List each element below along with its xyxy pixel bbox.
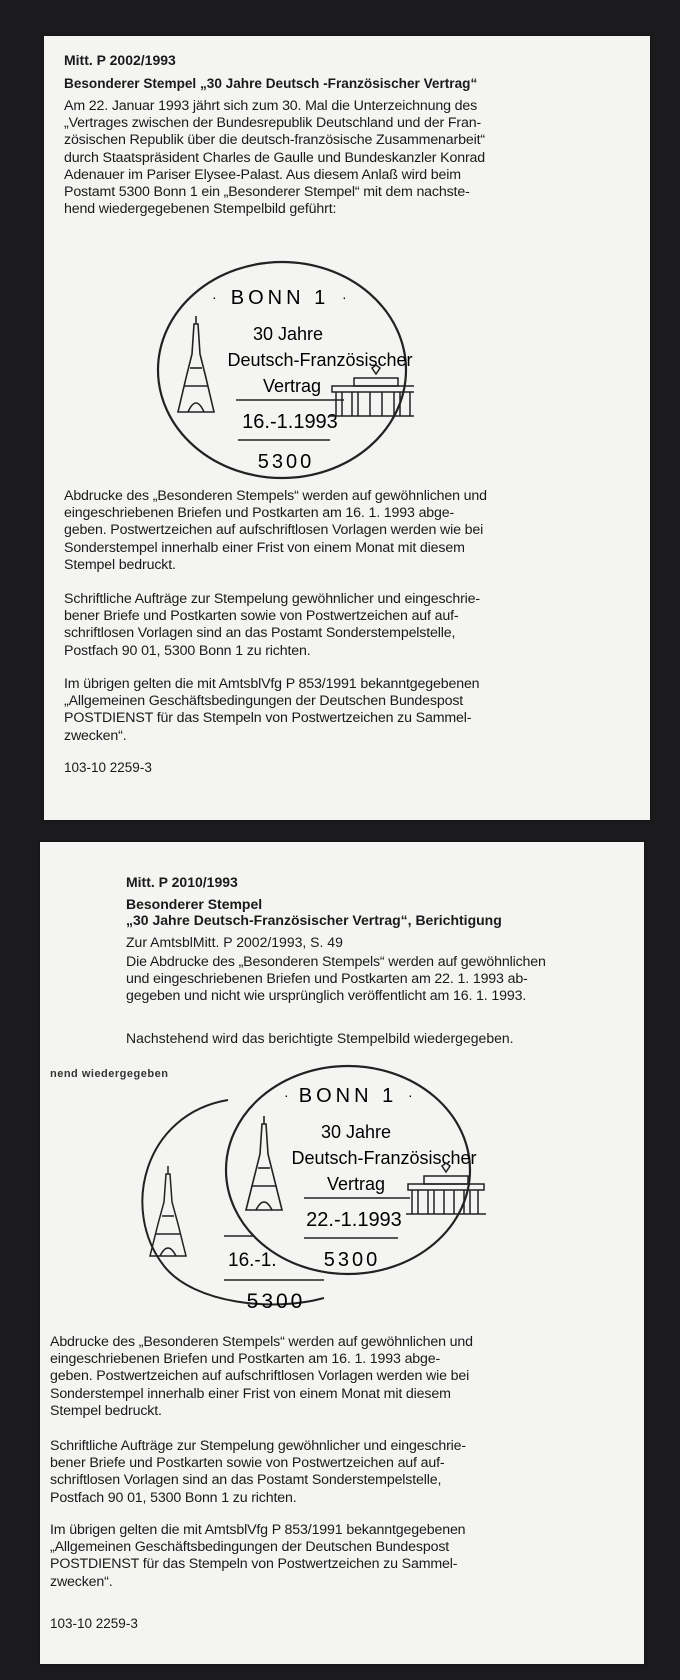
stamp-collage [124,1060,504,1325]
stamp-dot: · [342,289,347,305]
svg-text:·: · [408,1087,413,1103]
text-line: POSTDIENST für das Stempeln von Postwertzeichen zu Sammel- [64,710,472,727]
pasted-text-fragment: nend wiedergegeben [50,1068,169,1080]
paragraph-orders [64,591,564,660]
text-line: Stempel bedruckt. [64,556,176,573]
stamp-line-3: Vertrag [326,1174,386,1194]
notice-title: Besonderer Stempel „30 Jahre Deutsch -Französischer Vertrag“ [64,76,478,91]
paragraph-conditions [50,1522,550,1591]
stamp-line-2: Deutsch-Französischer [227,350,413,370]
paragraph-conditions [64,676,564,745]
stamp-line-2: Deutsch-Französischer [291,1148,477,1168]
text-line: geben. Postwertzeichen auf aufschriftlosen Vorlagen werden wie bei [64,522,484,539]
text-line: gegeben und nicht wie ursprünglich veröffentlicht am 16. 1. 1993. [126,988,527,1005]
text-line: Adenauer im Pariser Elysee-Palast. Aus diesem Anlaß wird beim [64,166,461,183]
text-line: schriftlosen Vorlagen sind an das Postamt Sonderstempelstelle, [50,1472,442,1489]
text-line: eingeschriebenen Briefen und Postkarten am 16. 1. 1993 abge- [64,505,455,522]
notice-sheet-p2002 [44,36,650,820]
notice-number: Mitt. P 2010/1993 [126,874,238,890]
text-line: geben. Postwertzeichen auf aufschriftlosen Vorlagen werden wie bei [50,1368,470,1385]
text-line: Sonderstempel innerhalb einer Frist von einem Monat mit diesem [50,1385,451,1402]
stamp-date: 16.-1.1993 [242,411,338,433]
stamp-date: 22.-1.1993 [306,1209,402,1231]
notice-title: Besonderer Stempel [126,896,263,912]
notice-subtitle: „30 Jahre Deutsch-Französischer Vertrag“, Berichtigung [126,912,502,928]
paragraph-orders [50,1438,550,1507]
notice-number: Mitt. P 2002/1993 [64,52,176,68]
text-line: Postamt 5300 Bonn 1 ein „Besonderer Stempel“ mit dem nachste- [64,184,470,201]
text-line: POSTDIENST für das Stempeln von Postwertzeichen zu Sammel- [50,1556,458,1573]
intro-paragraph [64,98,568,218]
reference-code: 103-10 2259-3 [50,1616,138,1631]
text-line: und eingeschriebenen Briefen und Postkarten am 22. 1. 1993 ab- [126,971,528,988]
text-line: Im übrigen gelten die mit AmtsblVfg P 853/1991 bekanntgegebenen [64,676,480,692]
new-postmark-stamp [226,1066,486,1274]
text-line: schriftlosen Vorlagen sind an das Postamt Sonderstempelstelle, [64,625,456,642]
stamp-line-1: 30 Jahre [320,1122,392,1142]
text-line: Die Abdrucke des „Besonderen Stempels“ werden auf gewöhnlichen [126,954,546,970]
text-line: eingeschriebenen Briefen und Postkarten am 16. 1. 1993 abge- [50,1351,441,1368]
old-stamp-postcode: 5300 [246,1290,306,1313]
stamp-line-1: 30 Jahre [252,324,324,344]
reference-code: 103-10 2259-3 [64,760,152,775]
text-line: Postfach 90 01, 5300 Bonn 1 zu richten. [64,642,311,659]
text-line: Stempel bedruckt. [50,1402,162,1419]
text-line: Schriftliche Aufträge zur Stempelung gewöhnlicher und eingeschrie- [50,1438,466,1454]
stamp-line-3: Vertrag [262,376,322,396]
correction-paragraph [126,954,598,1006]
text-line: Am 22. Januar 1993 jährt sich zum 30. Mal die Unterzeichnung des [64,98,478,114]
brandenburg-gate-icon [330,365,414,416]
paragraph-dates [64,488,564,574]
corrected-image-note: Nachstehend wird das berichtigte Stempelbild wiedergegeben. [126,1030,514,1046]
text-line: „Vertrages zwischen der Bundesrepublik Deutschland und der Fran- [64,115,482,132]
paragraph-dates [50,1334,550,1420]
text-line: zwecken“. [64,727,127,744]
stamp-city: BONN 1 [230,287,330,309]
stamp-postcode: 5300 [257,451,315,473]
eiffel-tower-icon [178,316,214,412]
text-line: hend wiedergegebenen Stempelbild geführt: [64,201,337,218]
text-line: Postfach 90 01, 5300 Bonn 1 zu richten. [50,1489,297,1506]
text-line: zösischen Republik über die deutsch-französische Zusammenarbeit“ [64,132,485,149]
old-stamp-date: 16.-1. [228,1250,277,1271]
text-line: „Allgemeinen Geschäftsbedingungen der Deutschen Bundespost [50,1539,450,1556]
text-line: „Allgemeinen Geschäftsbedingungen der Deutschen Bundespost [64,693,464,710]
text-line: Abdrucke des „Besonderen Stempels“ werden auf gewöhnlichen und [64,488,487,504]
stamp-postcode: 5300 [323,1249,381,1271]
stamp-city: BONN 1 [298,1085,398,1107]
text-line: Im übrigen gelten die mit AmtsblVfg P 853/1991 bekanntgegebenen [50,1522,466,1538]
text-line: zwecken“. [50,1573,113,1590]
text-line: Sonderstempel innerhalb einer Frist von einem Monat mit diesem [64,539,465,556]
notice-sheet-p2010 [40,842,644,1664]
postmark-stamp [154,258,414,487]
text-line: Schriftliche Aufträge zur Stempelung gewöhnlicher und eingeschrie- [64,591,480,607]
reference-line: Zur AmtsblMitt. P 2002/1993, S. 49 [126,934,343,950]
text-line: bener Briefe und Postkarten sowie von Postwertzeichen auf auf- [64,608,459,625]
text-line: durch Staatspräsident Charles de Gaulle und Bundeskanzler Konrad [64,149,486,166]
eiffel-tower-icon [150,1166,186,1256]
stamp-dot: · [212,289,217,305]
text-line: bener Briefe und Postkarten sowie von Postwertzeichen auf auf- [50,1455,445,1472]
svg-text:·: · [284,1087,289,1103]
text-line: Abdrucke des „Besonderen Stempels“ werden auf gewöhnlichen und [50,1334,473,1350]
